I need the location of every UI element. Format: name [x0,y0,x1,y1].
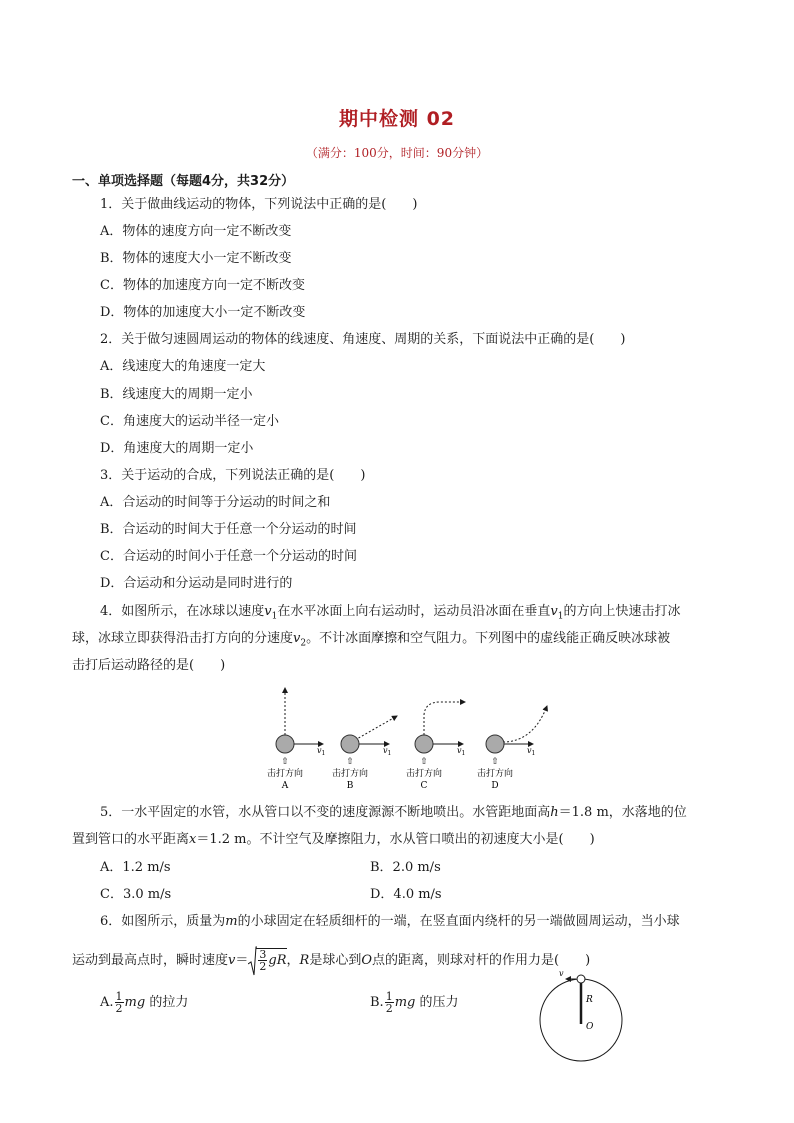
fig-v-label: v [457,746,462,755]
q6-text: 运动到最高点时，瞬时速度 [72,953,229,968]
q6-var-mg: mg [394,995,416,1010]
fig-caption: 击打方向 [331,769,369,779]
fig-label-a: A [281,781,289,791]
q1-option-c: C．物体的加速度方向一定不断改变 [100,278,305,293]
q1-option-d: D．物体的加速度大小一定不断改变 [100,305,306,320]
question-3-stem: 3．关于运动的合成，下列说法正确的是( ) [100,468,366,483]
sqrt-numerator: 3 [259,948,267,961]
q3-option-a: A．合运动的时间等于分运动的时间之和 [100,495,331,510]
fig-v-sub: 1 [321,750,326,757]
q4-text: 4．如图所示，在冰球以速度 [100,604,265,619]
q6-var-v: v [228,953,236,968]
figure-option-c [406,702,465,791]
figure-option-d [477,706,547,791]
question-1-stem: 1．关于做曲线运动的物体，下列说法中正确的是( ) [100,197,418,212]
fig-label-b: B [346,781,354,791]
fig-v-label: v [317,746,322,755]
fig-caption: 击打方向 [405,769,443,779]
q5-option-b: B．2.0 m/s [370,860,441,875]
q6-option-b-prefix: B. [370,995,384,1010]
fig-label-d: D [491,781,499,791]
page-subtitle: （满分：100分，时间：90分钟） [305,146,489,160]
q4-sub: 1 [271,611,278,622]
q4-text: 。不计冰面摩擦和空气阻力。下列图中的虚线能正确反映冰球被 [306,631,671,646]
fig-v-label: v [383,746,388,755]
q5-option-d: D．4.0 m/s [370,887,442,902]
frac-numerator: 1 [385,990,393,1003]
figure-option-b [332,716,397,791]
question-2-stem: 2．关于做匀速圆周运动的物体的线速度、角速度、周期的关系，下面说法中正确的是( ) [100,332,626,347]
q6-text: 点的距离，则球对杆的作用力是( ) [372,953,591,968]
q1-option-a: A．物体的速度方向一定不断改变 [100,224,292,239]
fig-r-label: R [586,995,593,1005]
q6-text: 6．如图所示，质量为 [100,914,226,929]
q3-option-b: B．合运动的时间大于任意一个分运动的时间 [100,522,357,537]
q2-option-c: C．角速度大的运动半径一定小 [100,414,279,429]
question-6-line-2 [72,948,590,973]
frac-numerator: 1 [115,990,123,1003]
q6-text: 是球心到 [309,953,362,968]
fig-caption: 击打方向 [476,769,514,779]
fig-v-sub: 1 [461,750,466,757]
fig-v-label: v [527,746,532,755]
q5-option-a: A．1.2 m/s [100,860,171,875]
sqrt-var-r: R [276,953,287,968]
q3-option-d: D．合运动和分运动是同时进行的 [100,576,293,591]
fig-o-label: O [586,1022,594,1032]
svg-text:v1 [317,746,325,757]
q5-text: 置到管口的水平距离 [72,832,190,847]
svg-text:v1 [527,746,535,757]
sqrt-expression [248,948,286,973]
q5-text: ＝1.8 m，水落地的位 [558,805,687,820]
q4-var-v: v [293,631,301,646]
q6-option-b-suffix: 的压力 [415,995,459,1010]
q6-var-mg: mg [124,995,146,1010]
q4-var-v: v [264,604,272,619]
q6-var-m: m [225,914,238,929]
fig-v-sub: 1 [387,750,392,757]
q4-var-v: v [550,604,558,619]
q6-circle-figure [530,966,630,1066]
q4-text: 球，冰球立即获得沿击打方向的分速度 [72,631,294,646]
q6-option-a-prefix: A. [100,995,114,1010]
fig-caption: 击打方向 [266,769,304,779]
question-6-line-1 [100,913,680,931]
question-4-line-1 [100,603,681,626]
q4-sub: 2 [300,638,307,649]
fig-v-sub: 1 [531,750,536,757]
frac-denominator: 2 [385,1002,393,1015]
sqrt-denominator: 2 [259,960,267,973]
q2-option-d: D．角速度大的周期一定小 [100,441,254,456]
question-4-line-3: 击打后运动路径的是( ) [72,658,226,673]
q6-option-a-suffix: 的拉力 [145,995,189,1010]
svg-text:v1 [383,746,391,757]
q6-text: 的小球固定在轻质细杆的一端，在竖直面内绕杆的另一端做圆周运动，当小球 [237,914,680,929]
q6-text: ＝ [235,953,249,968]
q5-var-h: h [550,805,559,820]
q6-option-a [100,990,188,1016]
figure-option-a [267,688,325,791]
q5-text: 5．一水平固定的水管，水从管口以不变的速度源源不断地喷出。水管距地面高 [100,805,551,820]
q4-sub: 1 [557,611,564,622]
q4-text: 的方向上快速击打冰 [563,604,681,619]
frac-denominator: 2 [115,1002,123,1015]
page-title: 期中检测 02 [338,108,456,130]
up-arrow-icon: ⇧ [346,757,354,767]
q6-var-o: O [361,953,373,968]
up-arrow-icon: ⇧ [491,757,499,767]
q6-text: ， [286,953,300,968]
q5-var-x: x [189,832,197,847]
section-heading: 一、单项选择题（每题4分，共32分） [72,174,295,189]
sqrt-sign-icon [248,946,257,976]
q6-var-r: R [299,953,310,968]
q4-text: 在水平冰面上向右运动时，运动员沿冰面在垂直 [277,604,551,619]
question-5-line-2 [72,831,595,849]
sqrt-var-g: g [268,953,277,968]
q5-text: ＝1.2 m。不计空气及摩擦阻力，水从管口喷出的初速度大小是( ) [196,832,595,847]
up-arrow-icon: ⇧ [281,757,289,767]
q6-option-b [370,990,458,1016]
fig-v-label: v [559,969,564,978]
q1-option-b: B．物体的速度大小一定不断改变 [100,251,292,266]
up-arrow-icon: ⇧ [420,757,428,767]
question-4-line-2 [72,630,670,653]
svg-text:v1 [457,746,465,757]
q5-option-c: C．3.0 m/s [100,887,172,902]
q2-option-a: A．线速度大的角速度一定大 [100,359,266,374]
question-5-line-1 [100,804,687,822]
q4-figure [265,680,555,792]
q3-option-c: C．合运动的时间小于任意一个分运动的时间 [100,549,357,564]
q2-option-b: B．线速度大的周期一定小 [100,387,253,402]
fig-label-c: C [420,781,428,791]
